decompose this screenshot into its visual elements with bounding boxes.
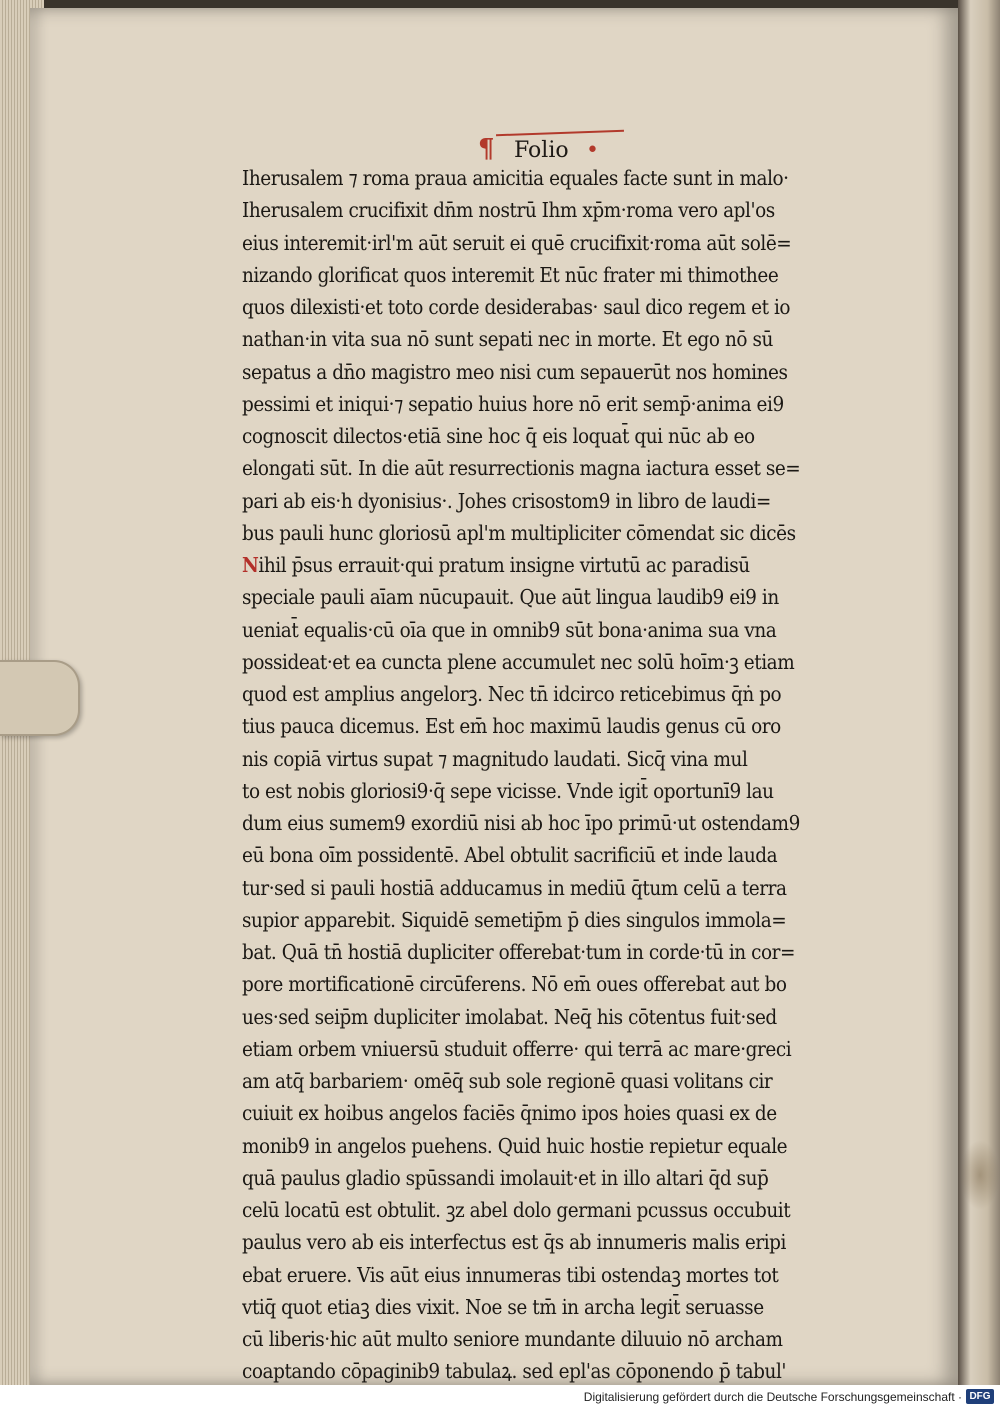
dfg-logo: DFG (966, 1389, 994, 1404)
line-text: cognoscit dilectos·etiā sine hoc q̄ eis loquat̄ qui nūc ab eo (242, 424, 755, 448)
line-text: Iherusalem ⁊ roma praua amicitia equales facte sunt in malo· (242, 166, 789, 190)
text-line (242, 1097, 863, 1129)
line-text: to est nobis gloriosi9·q̄ sepe vicisse. Vnde igit̄ oportunī9 lau (242, 778, 774, 803)
line-text: bus pauli hunc gloriosū apl'm multipliciter cōmendat sic dicēs (242, 520, 796, 545)
text-line (242, 517, 863, 549)
text-line (242, 1033, 863, 1065)
line-text: cū liberis·hic aūt multo seniore mundante diluuio nō archam (242, 1327, 783, 1351)
line-text: dum eius sumem9 exordiū nisi ab hoc īpo primū·ut ostendam9 (242, 811, 800, 835)
line-text: ebat eruere. Vis aūt eius innumeras tibi ostendaꝫ mortes tot (242, 1262, 779, 1287)
text-line (242, 968, 863, 1000)
line-text: cuiuit ex hoibus angelos faciēs q̄nimo ipos hoies quasi ex de (242, 1101, 777, 1126)
text-line (242, 1162, 863, 1194)
text-line (242, 194, 863, 226)
line-text: ueniat̄ equalis·cū oīa que in omnib9 sūt bona·anima sua vna (242, 617, 777, 642)
line-text: pore mortificationē circūferens. Nō em̄ oues offerebat aut bo (242, 972, 787, 997)
text-line (242, 743, 863, 775)
line-text: elongati sūt. In die aūt resurrectionis magna iactura esset se= (242, 456, 801, 481)
line-text: eū bona oīm possidentē. Abel obtulit sacrificiū et inde lauda (242, 843, 778, 868)
text-block (242, 162, 862, 1385)
text-line (242, 1194, 863, 1226)
text-line (242, 549, 863, 581)
line-text: tius pauca dicemus. Est em̄ hoc maximū laudis genus cū oro (242, 714, 781, 739)
text-line (242, 1291, 863, 1323)
line-text: quā paulus gladio spūssandi imolauit·et in illo altari q̄d sup̄ (242, 1165, 769, 1190)
line-text: vtiq̄ quot etiaꝫ dies vixit. Noe se tm̄ in archa legit̄ seruasse (242, 1294, 764, 1319)
line-text: celū locatū est obtulit. ꝫz abel dolo germani pcussus occubuit (242, 1198, 791, 1222)
red-dot: • (586, 138, 599, 163)
text-line (242, 807, 863, 839)
line-text: tur·sed si pauli hostiā adducamus in mediū q̄tum celū a terra (242, 875, 787, 900)
line-text: sepatus a dn̄o magistro meo nisi cum sepauerūt nos homines (242, 359, 788, 384)
text-line (242, 710, 863, 742)
text-line (242, 356, 863, 388)
line-text: coaptando cōpaginib9 tabulaꝝ. sed epl'as cōponendo p̄ tabul' (242, 1359, 787, 1384)
line-text: pari ab eis·h dyonisius·. Johes crisostom9 in libro de laudi= (242, 488, 771, 513)
text-line (242, 775, 863, 807)
line-text: quos dilexisti·et toto corde desiderabas· saul dico regem et io (242, 295, 791, 319)
text-line (242, 1323, 863, 1355)
text-line (242, 388, 863, 420)
line-text: am atq̄ barbariem· omēq̄ sub sole regionē quasi volitans cir (242, 1069, 773, 1093)
line-text: nathan·in vita sua nō sunt sepati nec in morte. Et ego nō sū (242, 327, 773, 352)
line-text: ihil p̄sus errauit·qui pratum insigne virtutū ac paradisū (258, 553, 750, 577)
text-line (242, 839, 863, 871)
line-text: speciale pauli aīam nūcupauit. Que aūt lingua laudib9 ei9 in (242, 585, 779, 610)
text-line (242, 420, 863, 452)
text-line (242, 904, 863, 936)
text-line (242, 1355, 863, 1385)
line-text: monib9 in angelos puehens. Quid huic hostie repietur equale (242, 1133, 788, 1158)
text-line (242, 1226, 863, 1258)
rubric-initial: N (242, 553, 259, 577)
line-text: bat. Quā tn̄ hostiā dupliciter offerebat·tum in corde·tū in cor= (242, 940, 796, 964)
line-text: paulus vero ab eis interfectus est q̄s ab innumeris malis eripi (242, 1230, 787, 1255)
text-line (242, 581, 863, 613)
funding-credit: Digitalisierung gefördert durch die Deutsche Forschungsgemeinschaft · (583, 1390, 962, 1404)
text-line (242, 1259, 863, 1291)
text-line (242, 936, 863, 968)
line-text: pessimi et iniqui·⁊ sepatio huius hore nō erit semp̄·anima ei9 (242, 391, 784, 416)
line-text: nizando glorificat quos interemit Et nūc frater mi thimothee (242, 262, 779, 287)
line-text: Iherusalem crucifixit dn̄m nostrū Ihm xp̄m·roma vero apl'os (242, 198, 775, 223)
text-line (242, 259, 863, 291)
red-rule (496, 130, 624, 136)
text-line (242, 872, 863, 904)
pilcrow-mark: ¶ (478, 134, 495, 164)
text-line (242, 162, 863, 194)
line-text: possideat·et ea cuncta plene accumulet nec solū hoīm·ꝫ etiam (242, 649, 795, 674)
text-line (242, 485, 863, 517)
bookmark-tab (0, 660, 80, 736)
line-text: ues·sed seip̄m dupliciter imolabat. Neq̄ his cōtentus fuit·sed (242, 1004, 777, 1029)
text-line (242, 1130, 863, 1162)
line-text: quod est amplius angelorꝫ. Nec tn̄ idcirco reticebimus q̄ṅ po (242, 682, 782, 706)
footer-bar (0, 1385, 1000, 1410)
folio-title: Folio (514, 138, 569, 163)
line-text: supior apparebit. Siquidē semetip̄m p̄ dies singulos immola= (242, 907, 787, 932)
text-line (242, 1001, 863, 1033)
page-stain (960, 1140, 1000, 1210)
line-text: eius interemit·irl'm aūt seruit ei quē crucifixit·roma aūt solē= (242, 230, 792, 255)
text-line (242, 614, 863, 646)
line-text: etiam orbem vniuersū studuit offerre· qui terrā ac mare·greci (242, 1036, 792, 1061)
line-text: nis copiā virtus supat ⁊ magnitudo laudati. Sicq̄ vina mul (242, 746, 748, 771)
text-line (242, 323, 863, 355)
text-line (242, 291, 863, 323)
text-line (242, 1065, 863, 1097)
text-line (242, 227, 863, 259)
text-line (242, 452, 863, 484)
text-line (242, 678, 863, 710)
text-line (242, 646, 863, 678)
